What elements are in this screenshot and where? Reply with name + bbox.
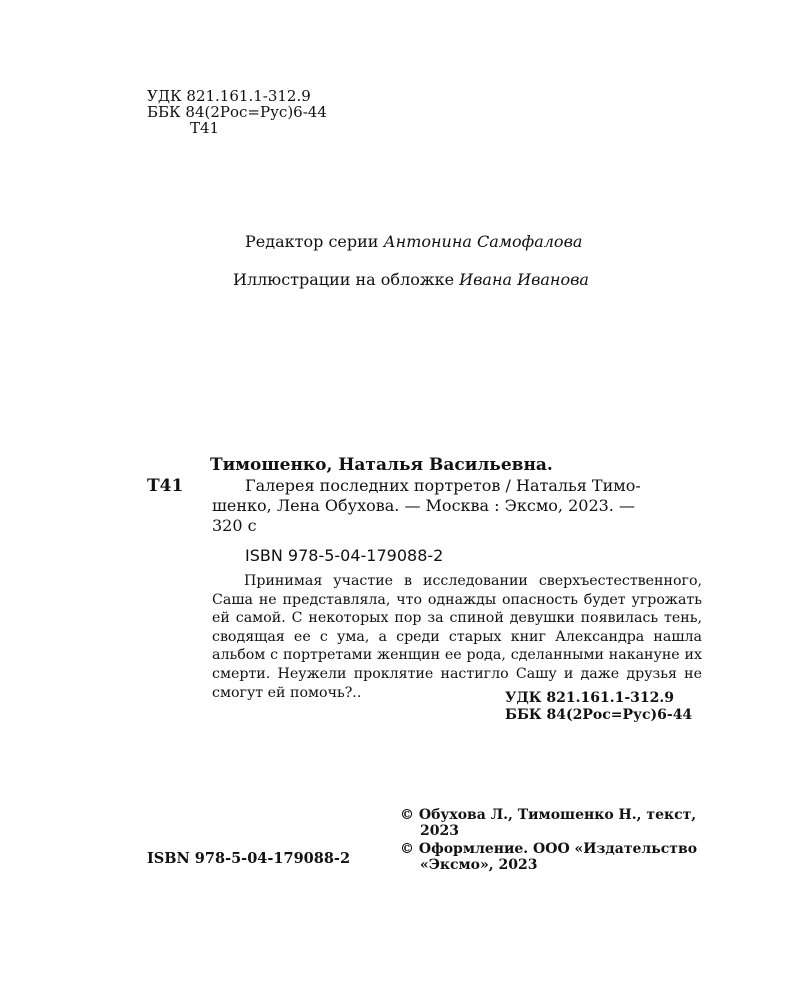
udk-bottom: УДК 821.161.1-312.9 <box>505 690 675 706</box>
annotation <box>212 572 702 702</box>
record-isbn: ISBN 978-5-04-179088-2 <box>245 546 444 565</box>
record-title-line-1: Галерея последних портретов / Наталья Тимо- <box>245 476 641 495</box>
illustrations-label: Иллюстрации на обложке <box>233 270 455 289</box>
isbn-bottom: ISBN 978-5-04-179088-2 <box>147 850 351 867</box>
bbk-top: ББК 84(2Рос=Рус)6-44 <box>147 103 327 121</box>
editor-name: Антонина Самофалова <box>383 232 583 251</box>
editor-credit <box>245 232 582 251</box>
copyright-line: © Обухова Л., Тимошенко Н., текст, 2023 <box>400 807 697 839</box>
editor-label: Редактор серии <box>245 232 379 251</box>
copyright-block <box>400 807 720 875</box>
record-author: Тимошенко, Наталья Васильевна. <box>210 455 553 475</box>
bbk-bottom: ББК 84(2Рос=Рус)6-44 <box>505 707 693 723</box>
udk-top: УДК 821.161.1-312.9 <box>147 87 311 105</box>
record-title-line-3: 320 с <box>212 516 257 535</box>
copyright-design <box>400 841 720 873</box>
illustrations-credit <box>233 270 589 289</box>
record-author-mark: Т41 <box>147 476 184 496</box>
copyright-text <box>400 807 720 839</box>
record-title-line-2: шенко, Лена Обухова. — Москва : Эксмо, 2023. — <box>212 496 635 515</box>
illustrations-name: Ивана Иванова <box>459 270 589 289</box>
author-mark-top: Т41 <box>190 119 220 137</box>
copyright-line: © Оформление. ООО «Издательство «Эксмо», 2023 <box>400 841 698 873</box>
annotation-text: Принимая участие в исследовании сверхъестественного, Саша не представляла, что однажды опасность будет угрожать ей самой. С некоторых пор за спиной девушки появилась тень, сводящая ее с ума, а среди старых книг Александра нашла альбом с портретами женщин ее рода, сделанными накануне их смерти. Неужели проклятие настигло Сашу и даже друзья не смогут ей помочь?.. <box>212 573 702 701</box>
